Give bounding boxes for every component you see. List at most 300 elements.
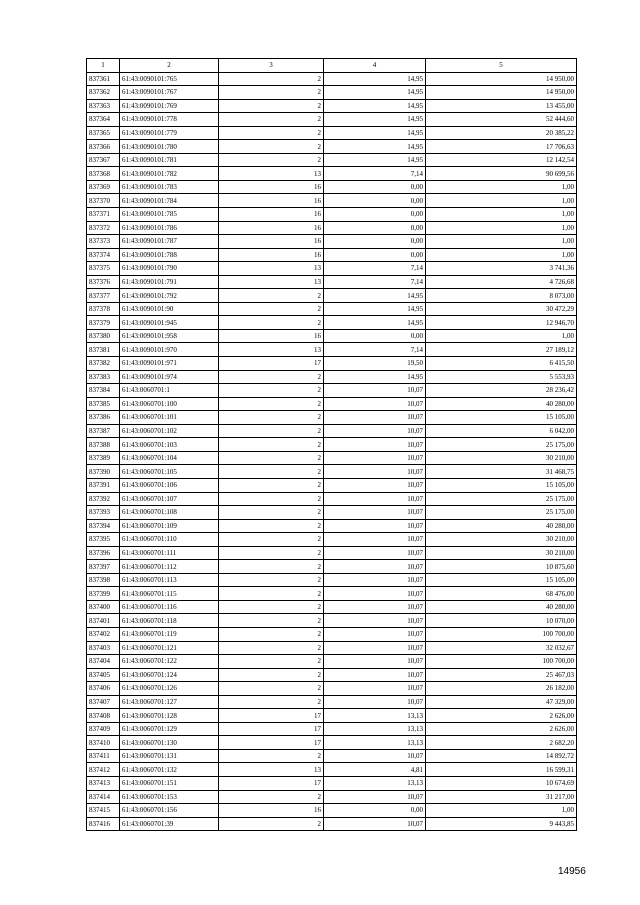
table-cell: 837393 [87,506,120,520]
table-cell: 10,07 [324,451,426,465]
table-cell: 837400 [87,600,120,614]
table-row [87,384,577,398]
column-header: 4 [324,59,426,73]
table-cell: 10,07 [324,749,426,763]
table-cell: 837364 [87,113,120,127]
table-cell: 10,07 [324,790,426,804]
table-cell: 837391 [87,478,120,492]
table-cell: 40 280,00 [426,519,577,533]
table-cell: 10,07 [324,546,426,560]
table-cell: 61:43:0060701:153 [120,790,219,804]
table-cell: 14,95 [324,289,426,303]
table-cell: 10,07 [324,573,426,587]
table-cell: 61:43:0090101:970 [120,343,219,357]
table-cell: 2 [219,655,324,669]
table-row [87,302,577,316]
table-cell: 61:43:0060701:128 [120,709,219,723]
table-cell: 14,95 [324,72,426,86]
table-cell: 2 [219,126,324,140]
table-cell: 16 [219,180,324,194]
table-cell: 837373 [87,235,120,249]
table-cell: 837386 [87,411,120,425]
table-cell: 837395 [87,533,120,547]
table-cell: 32 032,67 [426,641,577,655]
table-cell: 837404 [87,655,120,669]
table-cell: 837378 [87,302,120,316]
table-cell: 2 [219,614,324,628]
table-cell: 837410 [87,736,120,750]
table-row [87,357,577,371]
table-cell: 837411 [87,749,120,763]
table-cell: 61:43:0060701:107 [120,492,219,506]
table-cell: 2 [219,790,324,804]
table-cell: 14 950,00 [426,72,577,86]
table-cell: 61:43:0060701:103 [120,438,219,452]
table-cell: 13 [219,262,324,276]
table-cell: 837375 [87,262,120,276]
table-cell: 12 142,54 [426,153,577,167]
table-cell: 2 682,20 [426,736,577,750]
table-cell: 1,00 [426,208,577,222]
table-cell: 14,95 [324,113,426,127]
table-cell: 17 [219,722,324,736]
table-cell: 2 [219,72,324,86]
table-cell: 10,07 [324,682,426,696]
table-cell: 837376 [87,275,120,289]
table-cell: 6 415,50 [426,357,577,371]
table-cell: 10,07 [324,506,426,520]
data-table [86,58,577,831]
column-header: 2 [120,59,219,73]
table-cell: 10,07 [324,641,426,655]
table-cell: 7,14 [324,343,426,357]
table-cell: 16 [219,221,324,235]
table-cell: 13,13 [324,709,426,723]
table-cell: 30 210,00 [426,533,577,547]
table-row [87,343,577,357]
table-cell: 2 [219,451,324,465]
table-cell: 30 210,00 [426,546,577,560]
table-row [87,113,577,127]
table-cell: 61:43:0060701:156 [120,804,219,818]
table-cell: 2 [219,478,324,492]
table-cell: 837389 [87,451,120,465]
table-cell: 10,07 [324,817,426,831]
table-cell: 837379 [87,316,120,330]
table-cell: 10,07 [324,655,426,669]
table-cell: 2 [219,506,324,520]
table-cell: 837390 [87,465,120,479]
table-cell: 837385 [87,397,120,411]
table-cell: 7,14 [324,262,426,276]
table-cell: 16 [219,804,324,818]
table-cell: 4,81 [324,763,426,777]
table-row [87,627,577,641]
table-cell: 13,13 [324,776,426,790]
table-cell: 837413 [87,776,120,790]
table-body [87,72,577,831]
table-row [87,248,577,262]
table-cell: 14,95 [324,86,426,100]
table-cell: 2 626,00 [426,709,577,723]
table-cell: 2 [219,86,324,100]
table-cell: 837406 [87,682,120,696]
table-cell: 10,07 [324,465,426,479]
table-cell: 61:43:0090101:974 [120,370,219,384]
table-cell: 1,00 [426,235,577,249]
table-cell: 837365 [87,126,120,140]
table-cell: 30 210,00 [426,451,577,465]
table-cell: 61:43:0090101:785 [120,208,219,222]
table-cell: 837361 [87,72,120,86]
table-cell: 27 189,12 [426,343,577,357]
table-row [87,86,577,100]
table-cell: 61:43:0060701:119 [120,627,219,641]
table-cell: 837401 [87,614,120,628]
table-cell: 61:43:0090101:945 [120,316,219,330]
table-cell: 14,95 [324,99,426,113]
table-cell: 25 467,03 [426,668,577,682]
table-cell: 837409 [87,722,120,736]
table-row [87,546,577,560]
table-cell: 14 892,72 [426,749,577,763]
table-cell: 61:43:0090101:784 [120,194,219,208]
table-row [87,451,577,465]
table-cell: 61:43:0090101:788 [120,248,219,262]
table-cell: 61:43:0090101:971 [120,357,219,371]
table-cell: 10,07 [324,384,426,398]
table-cell: 2 [219,627,324,641]
table-row [87,695,577,709]
table-cell: 837363 [87,99,120,113]
table-cell: 13 [219,763,324,777]
table-cell: 10,07 [324,560,426,574]
table-row [87,465,577,479]
table-row [87,221,577,235]
table-row [87,573,577,587]
table-cell: 837403 [87,641,120,655]
table-cell: 10 875,60 [426,560,577,574]
table-cell: 61:43:0090101:958 [120,329,219,343]
table-cell: 6 042,00 [426,424,577,438]
table-cell: 837405 [87,668,120,682]
table-cell: 837366 [87,140,120,154]
table-cell: 61:43:0060701:132 [120,763,219,777]
table-row [87,478,577,492]
table-cell: 61:43:0090101:779 [120,126,219,140]
table-row [87,289,577,303]
table-cell: 5 553,93 [426,370,577,384]
table-cell: 4 726,68 [426,275,577,289]
table-cell: 100 700,00 [426,655,577,669]
table-cell: 61:43:0060701:39 [120,817,219,831]
table-row [87,397,577,411]
table-row [87,208,577,222]
table-row [87,438,577,452]
table-cell: 17 [219,736,324,750]
table-cell: 13,13 [324,736,426,750]
table-cell: 837408 [87,709,120,723]
table-cell: 15 105,00 [426,411,577,425]
table-cell: 31 217,00 [426,790,577,804]
table-cell: 2 [219,438,324,452]
table-cell: 61:43:0060701:112 [120,560,219,574]
table-cell: 10 070,00 [426,614,577,628]
table-cell: 61:43:0060701:106 [120,478,219,492]
table-cell: 2 [219,533,324,547]
table-row [87,519,577,533]
table-cell: 61:43:0090101:767 [120,86,219,100]
table-cell: 2 [219,668,324,682]
table-cell: 837380 [87,329,120,343]
table-cell: 0,00 [324,329,426,343]
table-cell: 0,00 [324,194,426,208]
table-cell: 15 105,00 [426,573,577,587]
table-row [87,776,577,790]
table-cell: 40 280,00 [426,600,577,614]
table-cell: 13 [219,167,324,181]
table-cell: 14,95 [324,153,426,167]
table-cell: 61:43:0060701:126 [120,682,219,696]
table-cell: 52 444,60 [426,113,577,127]
table-cell: 10,07 [324,600,426,614]
table-cell: 2 [219,519,324,533]
table-cell: 2 [219,817,324,831]
table-row [87,72,577,86]
table-cell: 10,07 [324,587,426,601]
table-cell: 0,00 [324,208,426,222]
table-cell: 16 [219,329,324,343]
table-cell: 9 443,85 [426,817,577,831]
table-cell: 61:43:0060701:1 [120,384,219,398]
table-cell: 837388 [87,438,120,452]
table-cell: 100 700,00 [426,627,577,641]
table-cell: 61:43:0090101:792 [120,289,219,303]
table-cell: 28 236,42 [426,384,577,398]
table-cell: 30 472,29 [426,302,577,316]
table-cell: 10,07 [324,424,426,438]
table-cell: 61:43:0060701:102 [120,424,219,438]
table-cell: 14,95 [324,126,426,140]
table-cell: 14,95 [324,302,426,316]
table-cell: 837387 [87,424,120,438]
table-cell: 2 [219,384,324,398]
table-cell: 90 699,56 [426,167,577,181]
table-cell: 1,00 [426,248,577,262]
table-cell: 2 [219,560,324,574]
table-row [87,817,577,831]
table-row [87,370,577,384]
table-cell: 837392 [87,492,120,506]
table-cell: 837399 [87,587,120,601]
table-cell: 1,00 [426,804,577,818]
table-row [87,655,577,669]
table-cell: 8 073,00 [426,289,577,303]
table-cell: 61:43:0090101:791 [120,275,219,289]
table-row [87,275,577,289]
table-row [87,424,577,438]
table-cell: 68 476,00 [426,587,577,601]
table-row [87,709,577,723]
table-cell: 61:43:0090101:778 [120,113,219,127]
table-cell: 837407 [87,695,120,709]
table-row [87,587,577,601]
table-cell: 31 468,75 [426,465,577,479]
table-cell: 2 [219,316,324,330]
table-cell: 40 280,00 [426,397,577,411]
table-cell: 61:43:0060701:113 [120,573,219,587]
table-cell: 837384 [87,384,120,398]
table-cell: 837371 [87,208,120,222]
table-cell: 61:43:0090101:786 [120,221,219,235]
table-cell: 2 [219,289,324,303]
table-cell: 61:43:0090101:765 [120,72,219,86]
table-cell: 15 105,00 [426,478,577,492]
page-number: 14956 [558,866,586,877]
table-cell: 0,00 [324,804,426,818]
table-row [87,492,577,506]
table-cell: 61:43:0060701:110 [120,533,219,547]
table-cell: 837394 [87,519,120,533]
table-cell: 2 [219,492,324,506]
table-cell: 7,14 [324,275,426,289]
table-row [87,763,577,777]
table-cell: 61:43:0090101:769 [120,99,219,113]
table-cell: 25 175,00 [426,506,577,520]
table-cell: 10,07 [324,519,426,533]
table-cell: 10,07 [324,478,426,492]
table-cell: 61:43:0060701:116 [120,600,219,614]
table-cell: 837396 [87,546,120,560]
table-cell: 14,95 [324,316,426,330]
table-cell: 61:43:0060701:105 [120,465,219,479]
table-cell: 61:43:0060701:101 [120,411,219,425]
table-cell: 61:43:0060701:115 [120,587,219,601]
table-cell: 0,00 [324,180,426,194]
table-cell: 837402 [87,627,120,641]
table-cell: 837412 [87,763,120,777]
table-row [87,126,577,140]
table-cell: 837414 [87,790,120,804]
table-row [87,235,577,249]
table-row [87,167,577,181]
table-cell: 0,00 [324,248,426,262]
table-cell: 2 [219,411,324,425]
table-row [87,262,577,276]
table-row [87,736,577,750]
table-cell: 16 599,31 [426,763,577,777]
table-cell: 13,13 [324,722,426,736]
table-cell: 25 175,00 [426,492,577,506]
table-cell: 837377 [87,289,120,303]
table-cell: 2 [219,641,324,655]
table-row [87,180,577,194]
table-cell: 17 [219,357,324,371]
table-cell: 2 [219,695,324,709]
table-row [87,614,577,628]
table-cell: 26 182,00 [426,682,577,696]
table-cell: 2 [219,600,324,614]
table-cell: 837397 [87,560,120,574]
column-header: 3 [219,59,324,73]
table-cell: 13 455,00 [426,99,577,113]
table-cell: 837383 [87,370,120,384]
table-row [87,682,577,696]
table-cell: 837398 [87,573,120,587]
table-cell: 2 [219,397,324,411]
table-cell: 3 741,36 [426,262,577,276]
table-cell: 837415 [87,804,120,818]
table-row [87,533,577,547]
table-cell: 2 [219,749,324,763]
table-cell: 10,07 [324,397,426,411]
table-cell: 837370 [87,194,120,208]
table-cell: 13 [219,275,324,289]
table-cell: 2 [219,587,324,601]
table-cell: 61:43:0090101:781 [120,153,219,167]
table-cell: 10,07 [324,627,426,641]
table-cell: 10 674,69 [426,776,577,790]
table-cell: 61:43:0060701:122 [120,655,219,669]
table-cell: 2 [219,99,324,113]
table-cell: 47 329,00 [426,695,577,709]
table-cell: 14 950,00 [426,86,577,100]
table-cell: 10,07 [324,533,426,547]
column-header: 5 [426,59,577,73]
table-cell: 61:43:0060701:124 [120,668,219,682]
table-cell: 61:43:0090101:782 [120,167,219,181]
table-cell: 17 [219,776,324,790]
header-row [87,59,577,73]
table-cell: 10,07 [324,438,426,452]
table-cell: 61:43:0090101:787 [120,235,219,249]
table-row [87,506,577,520]
table-cell: 61:43:0090101:90 [120,302,219,316]
table-cell: 61:43:0060701:108 [120,506,219,520]
column-header: 1 [87,59,120,73]
table-cell: 2 [219,573,324,587]
table-cell: 10,07 [324,668,426,682]
table-row [87,316,577,330]
table-cell: 61:43:0060701:100 [120,397,219,411]
table-row [87,153,577,167]
table-cell: 2 [219,113,324,127]
table-cell: 61:43:0060701:131 [120,749,219,763]
table-cell: 1,00 [426,329,577,343]
table-row [87,140,577,154]
table-cell: 16 [219,235,324,249]
table-cell: 61:43:0060701:129 [120,722,219,736]
table-cell: 16 [219,208,324,222]
table-cell: 2 [219,682,324,696]
table-cell: 2 [219,546,324,560]
table-cell: 2 [219,302,324,316]
table-cell: 61:43:0060701:121 [120,641,219,655]
table-cell: 61:43:0090101:783 [120,180,219,194]
table-cell: 61:43:0060701:111 [120,546,219,560]
table-cell: 1,00 [426,194,577,208]
table-cell: 16 [219,194,324,208]
table-cell: 2 [219,370,324,384]
table-cell: 10,07 [324,411,426,425]
table-cell: 837369 [87,180,120,194]
table-cell: 837368 [87,167,120,181]
table-cell: 61:43:0060701:104 [120,451,219,465]
table-cell: 10,07 [324,695,426,709]
table-cell: 2 [219,465,324,479]
table-cell: 7,14 [324,167,426,181]
table-cell: 837374 [87,248,120,262]
